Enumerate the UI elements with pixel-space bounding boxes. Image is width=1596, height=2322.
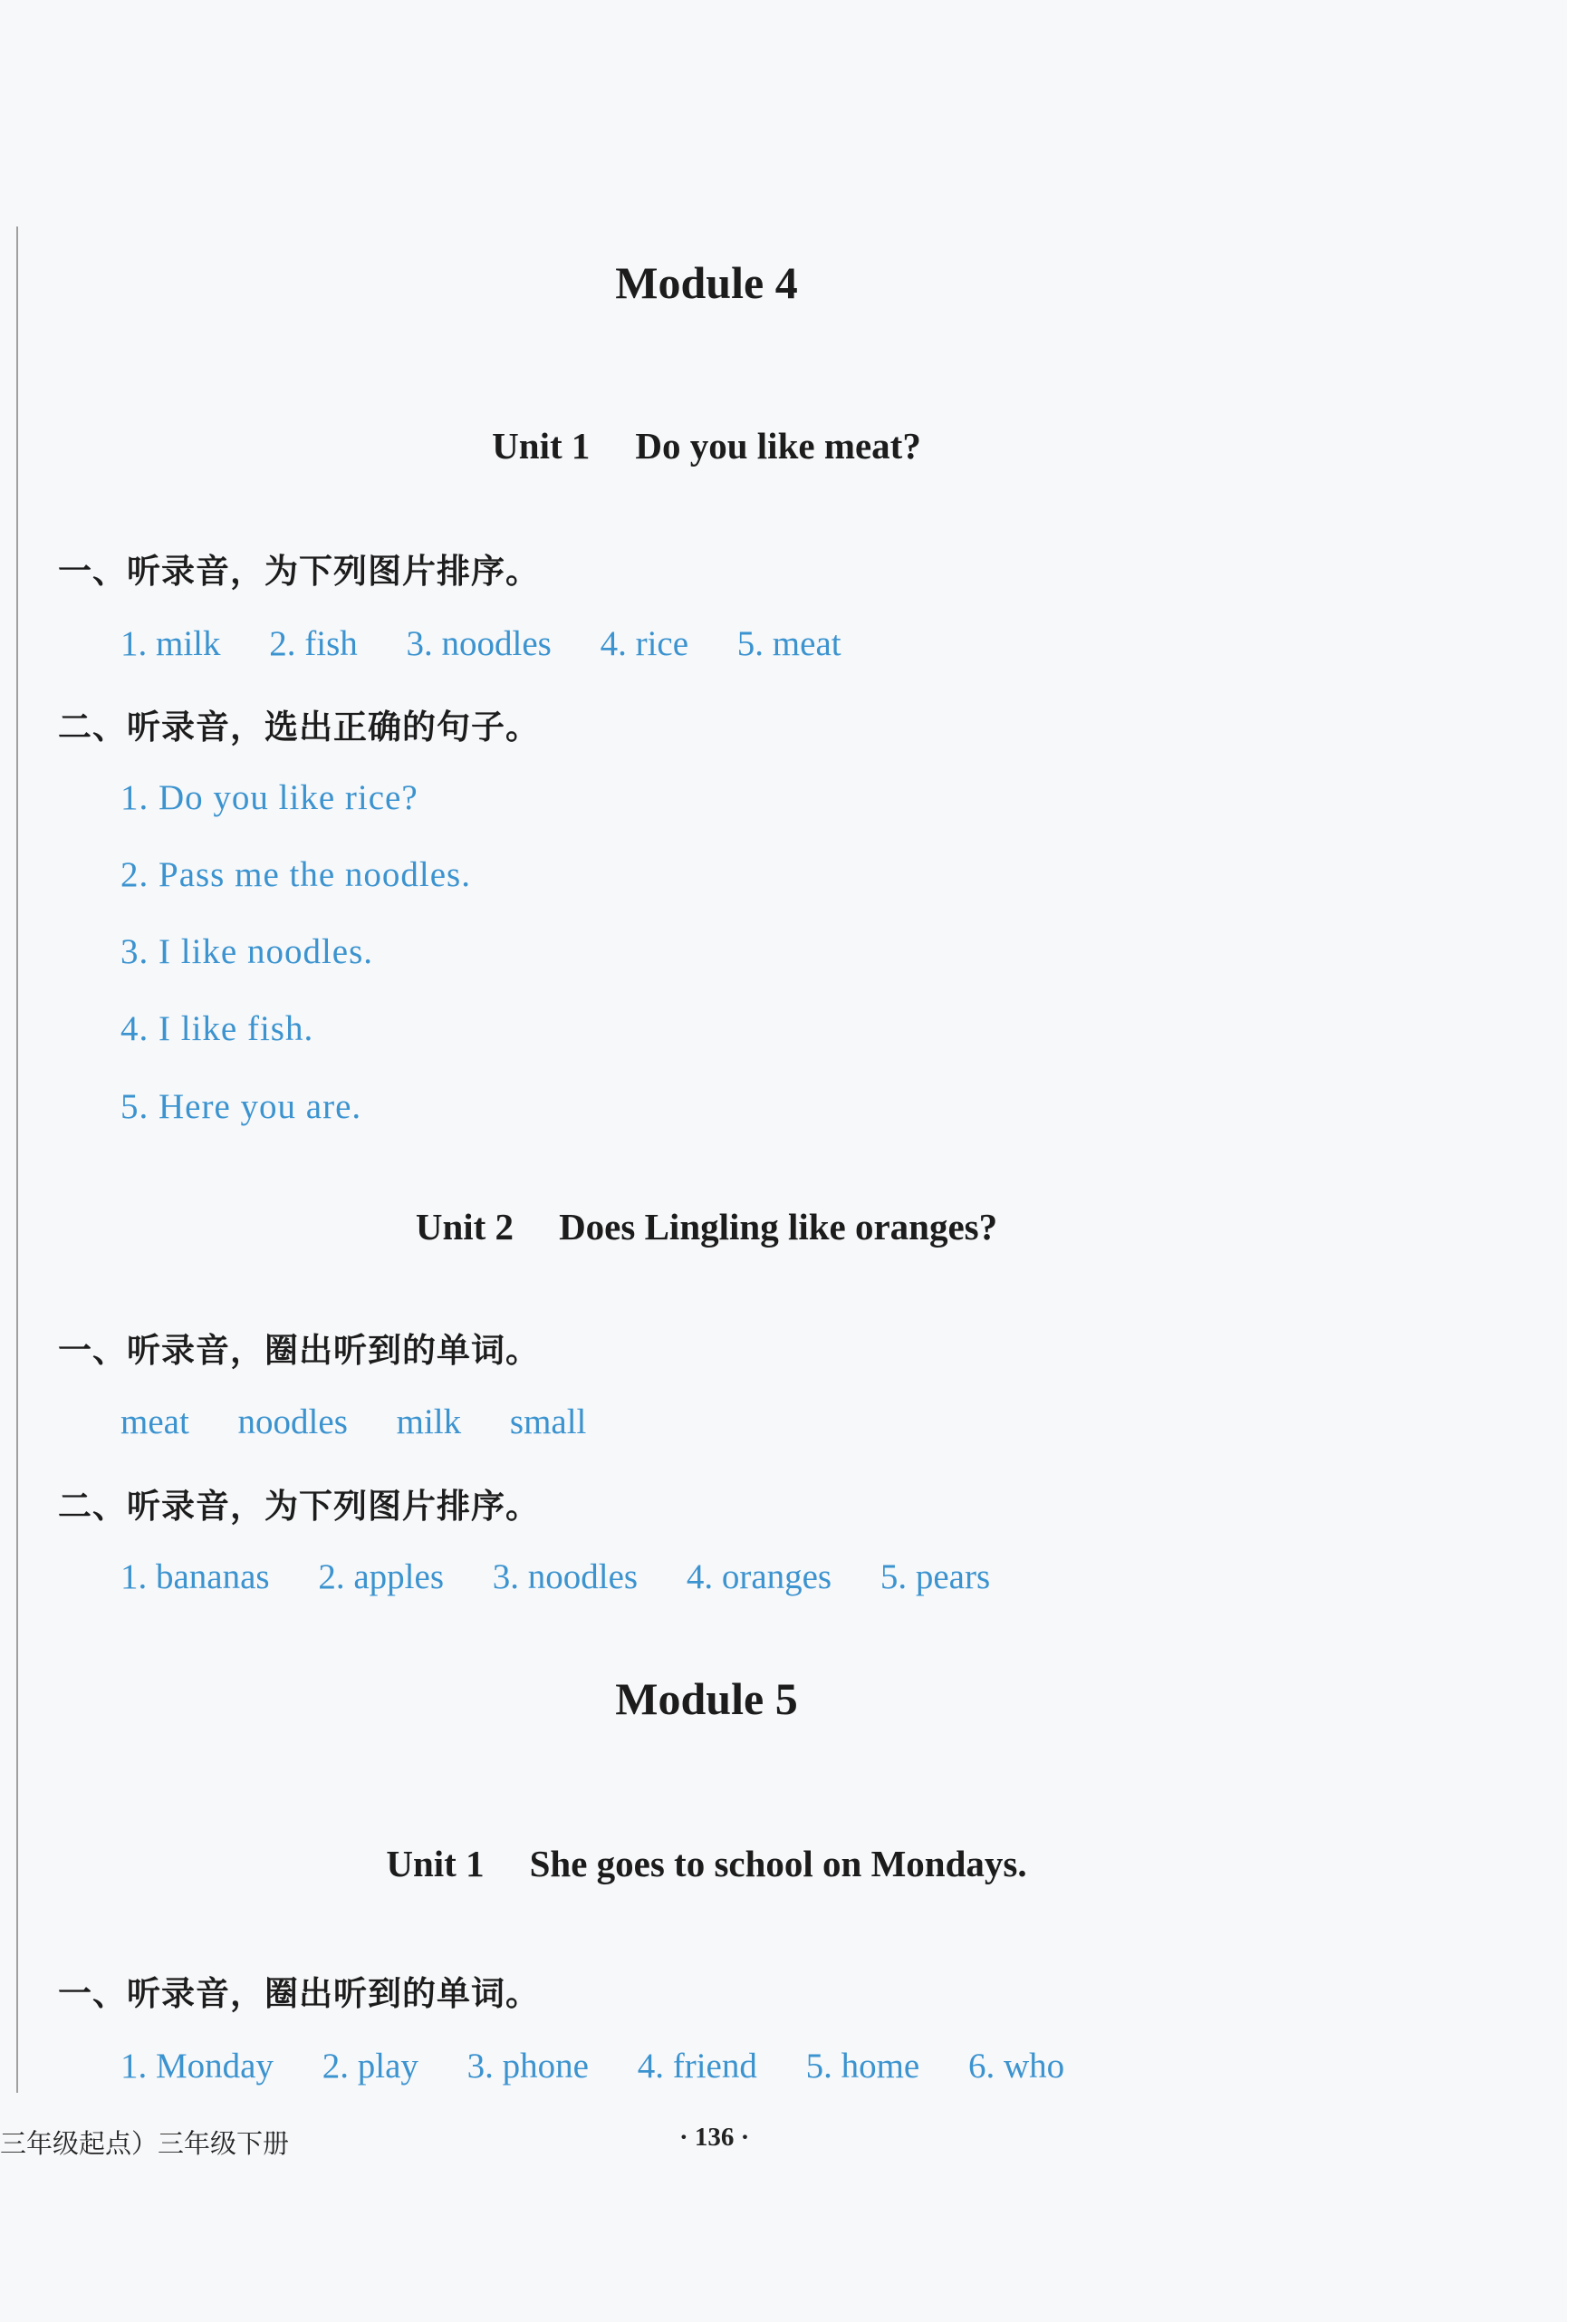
answer-item: 3. noodles [492, 1557, 639, 1596]
answer-item: 4. rice [600, 624, 689, 663]
answer-item: 3. noodles [406, 624, 552, 663]
question-heading: 一、听录音，为下列图片排序。 [58, 552, 540, 591]
question-heading: 二、听录音，选出正确的句子。 [58, 708, 540, 747]
module-4-title: Module 4 [615, 257, 798, 308]
unit-title: Do you like meat? [635, 425, 921, 467]
answer-row [120, 1402, 626, 1442]
answer-item: 5. meat [736, 624, 841, 663]
answer-item: small [509, 1402, 587, 1441]
answer-sentence: 2. Pass me the noodles. [120, 855, 471, 894]
answer-item: 3. phone [466, 2047, 589, 2086]
unit-title: She goes to school on Mondays. [529, 1843, 1027, 1884]
answer-item: 1. Monday [120, 2047, 274, 2086]
answer-item: 6. who [968, 2047, 1065, 2086]
answer-row [120, 2046, 1104, 2086]
module-4-unit-1-heading [0, 424, 1413, 467]
answer-item: 4. oranges [686, 1557, 832, 1596]
page-number: · 136 · [679, 2123, 750, 2152]
answer-sentence: 1. Do you like rice? [120, 778, 418, 817]
unit-title: Does Lingling like oranges? [559, 1206, 998, 1248]
answer-sentence: 4. I like fish. [120, 1009, 314, 1048]
question-heading: 二、听录音，为下列图片排序。 [58, 1487, 540, 1526]
module-5-unit-1-heading [0, 1842, 1413, 1885]
answer-sentence: 5. Here you are. [120, 1087, 362, 1126]
answer-row [120, 623, 881, 664]
answer-item: noodles [237, 1402, 348, 1441]
footer-book-label: 三年级起点）三年级下册 [0, 2128, 290, 2159]
answer-item: 5. pears [880, 1557, 991, 1596]
answer-item: 5. home [805, 2047, 920, 2086]
answer-item: 2. play [322, 2047, 418, 2086]
module-4-unit-2-heading [0, 1205, 1413, 1248]
unit-label: Unit 1 [492, 425, 591, 467]
answer-item: milk [396, 1402, 462, 1441]
margin-rule [16, 226, 18, 2093]
answer-item: meat [120, 1402, 189, 1441]
module-5-title: Module 5 [615, 1673, 798, 1724]
answer-item: 4. friend [637, 2047, 757, 2086]
answer-item: 1. milk [120, 624, 221, 663]
question-heading: 一、听录音，圈出听到的单词。 [58, 1331, 540, 1370]
answer-item: 2. apples [318, 1557, 444, 1596]
answer-row [120, 1556, 1030, 1597]
answer-sentence: 3. I like noodles. [120, 932, 374, 971]
unit-label: Unit 1 [386, 1843, 485, 1884]
answer-item: 2. fish [269, 624, 358, 663]
answer-item: 1. bananas [120, 1557, 270, 1596]
question-heading: 一、听录音，圈出听到的单词。 [58, 1974, 540, 2013]
unit-label: Unit 2 [415, 1206, 514, 1248]
